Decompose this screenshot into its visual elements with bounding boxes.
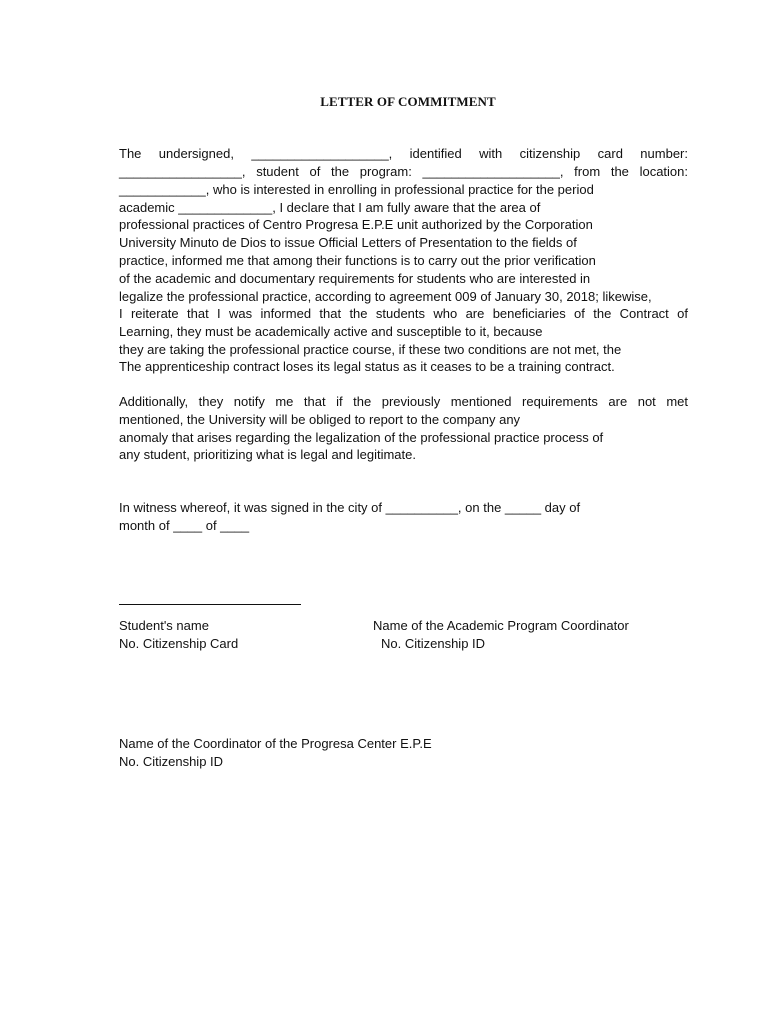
- paragraph-1-line: Learning, they must be academically active and susceptible to it, because: [119, 324, 543, 339]
- paragraph-1-line: of the academic and documentary requirements for students who are interested in: [119, 271, 591, 286]
- center-coordinator-name-label: Name of the Coordinator of the Progresa Center E.P.E: [119, 736, 432, 751]
- paragraph-2-line: mentioned, the University will be obliged to report to the company any: [119, 412, 521, 427]
- paragraph-2-line: Additionally, they notify me that if the previously mentioned requirements are not met: [119, 394, 688, 409]
- paragraph-2-line: any student, prioritizing what is legal and legitimate.: [119, 447, 416, 462]
- paragraph-1-line: University Minuto de Dios to issue Official Letters of Presentation to the fields of: [119, 235, 577, 250]
- student-name-label: Student's name: [119, 618, 209, 633]
- paragraph-1-line: I reiterate that I was informed that the students who are beneficiaries of the Contract of: [119, 306, 688, 321]
- document-title: LETTER OF COMMITMENT: [320, 94, 496, 109]
- paragraph-2-line: anomaly that arises regarding the legalization of the professional practice process of: [119, 430, 604, 445]
- paragraph-1-line: they are taking the professional practice course, if these two conditions are not met, the: [119, 342, 622, 357]
- witness-line: month of ____ of ____: [119, 518, 250, 533]
- signature-line: [119, 604, 301, 605]
- paragraph-1-line: _________________, student of the program: ___________________, from the location:: [119, 164, 688, 179]
- paragraph-1-line: The undersigned, ___________________, identified with citizenship card number:: [119, 146, 688, 161]
- paragraph-1-line: ____________, who is interested in enrolling in professional practice for the period: [119, 182, 594, 197]
- paragraph-1-line: academic _____________, I declare that I am fully aware that the area of: [119, 200, 541, 215]
- center-coordinator-id-label: No. Citizenship ID: [119, 754, 224, 769]
- witness-line: In witness whereof, it was signed in the city of __________, on the _____ day of: [119, 500, 581, 515]
- program-coordinator-id-label: No. Citizenship ID: [381, 636, 486, 651]
- paragraph-1-line: professional practices of Centro Progresa E.P.E unit authorized by the Corporation: [119, 217, 593, 232]
- paragraph-1-line: practice, informed me that among their functions is to carry out the prior verification: [119, 253, 596, 268]
- paragraph-1-line: The apprenticeship contract loses its legal status as it ceases to be a training contract.: [119, 359, 615, 374]
- paragraph-1-line: legalize the professional practice, according to agreement 009 of January 30, 2018; likewise,: [119, 289, 652, 304]
- student-card-label: No. Citizenship Card: [119, 636, 239, 651]
- program-coordinator-name-label: Name of the Academic Program Coordinator: [373, 618, 629, 633]
